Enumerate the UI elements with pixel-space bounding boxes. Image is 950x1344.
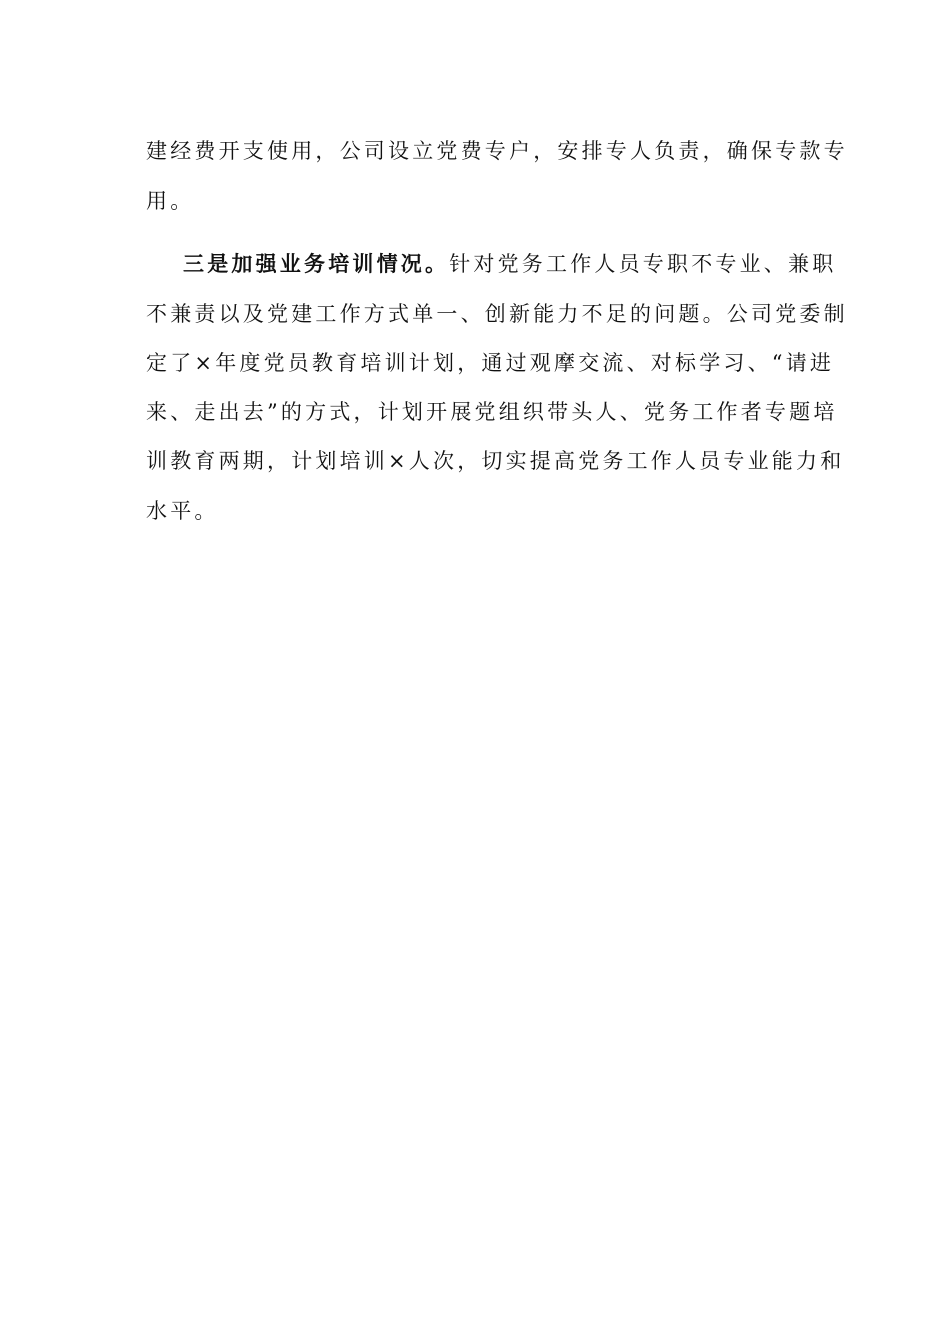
paragraph-2-line-2: 不兼责以及党建工作方式单一、创新能力不足的问题。公司党委制 [146, 302, 848, 326]
paragraph-2-line-1 [183, 250, 837, 278]
paragraph-2-line-3: 定了×年度党员教育培训计划，通过观摩交流、对标学习、“请进 [146, 351, 835, 375]
paragraph-2-line-1-text: 针对党务工作人员专职不专业、兼职 [449, 252, 837, 276]
paragraph-2-line-6: 水平。 [146, 499, 219, 523]
paragraph-2-line-4: 来、走出去”的方式，计划开展党组织带头人、党务工作者专题培 [146, 400, 838, 424]
paragraph-1-line-2: 用。 [146, 189, 195, 213]
paragraph-2-lead-heading: 三是加强业务培训情况。 [183, 251, 450, 276]
paragraph-1-line-1: 建经费开支使用，公司设立党费专户，安排专人负责，确保专款专 [146, 139, 848, 163]
paragraph-2-line-5: 训教育两期，计划培训×人次，切实提高党务工作人员专业能力和 [146, 449, 845, 473]
